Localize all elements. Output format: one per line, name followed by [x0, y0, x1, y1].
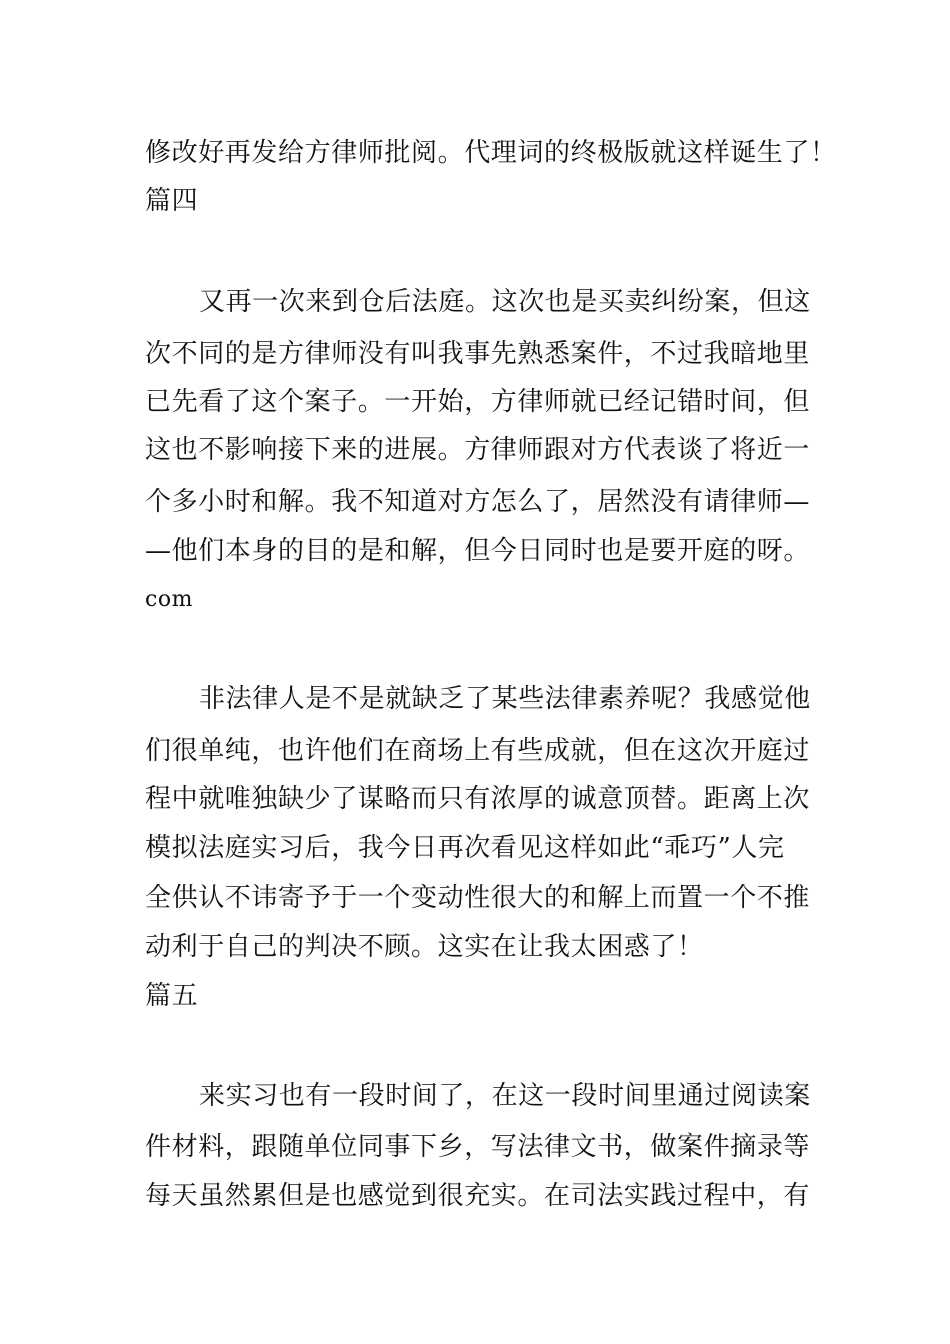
text-line: 程中就唯独缺少了谋略而只有浓厚的诚意顶替。距离上次 [145, 784, 811, 814]
text-line: 们很单纯，也许他们在商场上有些成就，但在这次开庭过 [145, 736, 811, 766]
text-line: com [145, 587, 193, 612]
text-line: 模拟法庭实习后，我今日再次看见这样如此“乖巧”人完 [145, 833, 785, 863]
section-heading: 篇四 [145, 186, 199, 216]
text-line: 全供认不讳寄予于一个变动性很大的和解上而置一个不推 [145, 883, 811, 913]
text-line: 已先看了这个案子。一开始，方律师就已经记错时间，但 [145, 387, 811, 417]
text-line: 非法律人是不是就缺乏了某些法律素养呢？我感觉他 [199, 684, 811, 714]
text-line: 个多小时和解。我不知道对方怎么了，居然没有请律师— [145, 487, 811, 517]
text-line: 修改好再发给方律师批阅。代理词的终极版就这样诞生了！ [145, 138, 837, 168]
text-line: 这也不影响接下来的进展。方律师跟对方代表谈了将近一 [145, 435, 811, 465]
text-line: —他们本身的目的是和解，但今日同时也是要开庭的呀。 [145, 536, 811, 566]
text-line: 又再一次来到仓后法庭。这次也是买卖纠纷案，但这 [199, 287, 811, 317]
text-line: 件材料，跟随单位同事下乡，写法律文书，做案件摘录等 [145, 1132, 811, 1162]
section-heading: 篇五 [145, 981, 199, 1011]
text-line: 来实习也有一段时间了，在这一段时间里通过阅读案 [199, 1081, 811, 1111]
text-line: 动利于自己的判决不顾。这实在让我太困惑了！ [145, 932, 704, 962]
text-line: 每天虽然累但是也感觉到很充实。在司法实践过程中，有 [145, 1181, 811, 1211]
text-line: 次不同的是方律师没有叫我事先熟悉案件，不过我暗地里 [145, 339, 811, 369]
